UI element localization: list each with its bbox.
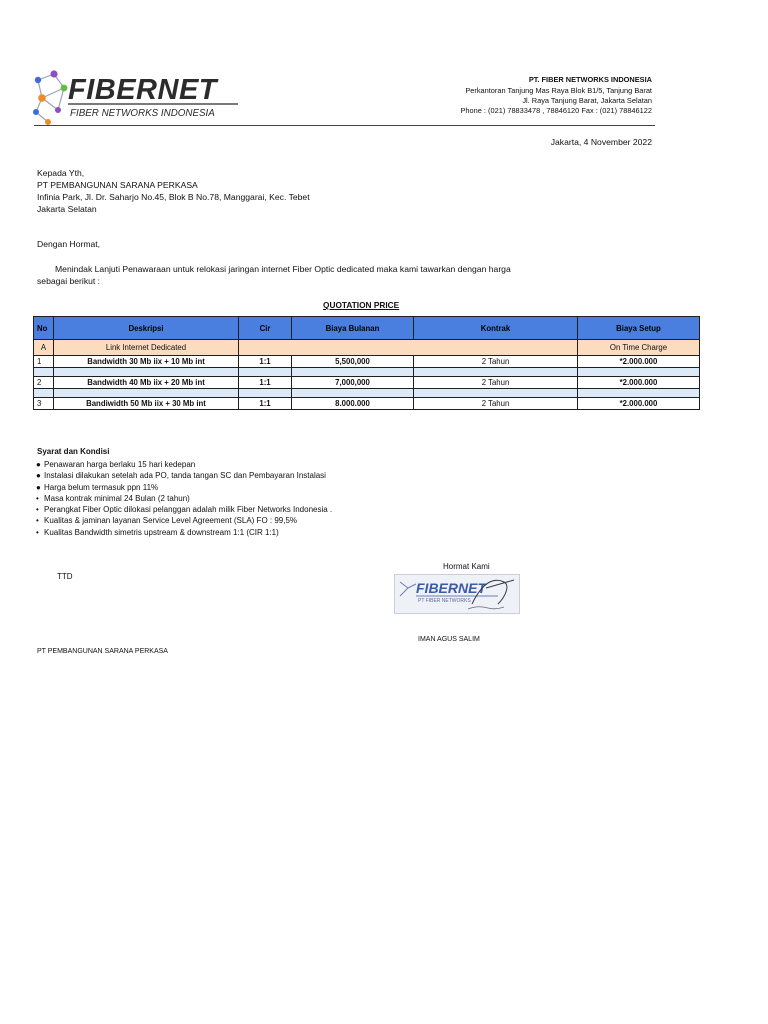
row-monthly-fee: 5,500,000 xyxy=(292,356,414,368)
row-description: Bandwidth 40 Mb iix + 20 Mb int xyxy=(54,377,239,389)
terms-title: Syarat dan Kondisi xyxy=(37,447,110,456)
terms-list xyxy=(36,459,332,538)
quotation-title: QUOTATION PRICE xyxy=(323,300,400,310)
company-stamp-signature xyxy=(394,574,520,614)
header-monthly-fee: Biaya Bulanan xyxy=(292,317,414,340)
list-item: • Kualitas Bandwidth simetris upstream & downstream 1:1 (CIR 1:1) xyxy=(36,527,279,537)
row-contract: 2 Tahun xyxy=(414,398,578,410)
list-item: • Masa kontrak minimal 24 Bulan (2 tahun) xyxy=(36,493,190,503)
list-item: • Perangkat Fiber Optic dilokasi pelanggan adalah milik Fiber Networks Indonesia . xyxy=(36,505,333,515)
company-address-1: Perkantoran Tanjung Mas Raya Blok B1/5, Tanjung Barat xyxy=(465,86,652,95)
header-contract: Kontrak xyxy=(414,317,578,340)
row-no: 3 xyxy=(34,398,54,410)
row-monthly-fee: 7,000,000 xyxy=(292,377,414,389)
table-header-row xyxy=(34,317,700,340)
bullet-icon: ● xyxy=(36,482,41,492)
stamp-word: FIBERNET xyxy=(416,580,486,596)
list-item: • Kualitas & jaminan layanan Service Level Agreement (SLA) FO : 99,5% xyxy=(36,516,298,526)
row-cir: 1:1 xyxy=(239,398,292,410)
bullet-icon: • xyxy=(36,493,39,503)
bullet-icon: • xyxy=(36,516,39,526)
company-phone: Phone : (021) 78833478 , 78846120 Fax : (021) 78846122 xyxy=(460,106,652,115)
company-address-2: Jl. Raya Tanjung Barat, Jakarta Selatan xyxy=(522,96,652,105)
row-no: 1 xyxy=(34,356,54,368)
table-row xyxy=(34,377,700,389)
category-setup: On Time Charge xyxy=(578,340,700,356)
row-setup-fee: *2.000.000 xyxy=(578,356,700,368)
bullet-icon: • xyxy=(36,505,39,515)
recipient-city: Jakarta Selatan xyxy=(37,204,97,214)
row-contract: 2 Tahun xyxy=(414,356,578,368)
body-line-2: sebagai berikut : xyxy=(37,276,101,286)
row-cir: 1:1 xyxy=(239,356,292,368)
category-description: Link Internet Dedicated xyxy=(54,340,239,356)
signer-name: IMAN AGUS SALIM xyxy=(418,636,480,643)
bullet-icon: ● xyxy=(36,460,41,469)
logo-word: FIBERNET xyxy=(68,74,217,106)
category-row xyxy=(34,340,700,356)
company-name: PT. FIBER NETWORKS INDONESIA xyxy=(528,75,652,84)
header-setup-fee: Biaya Setup xyxy=(578,317,700,340)
stamp-sub: PT FIBER NETWORKS xyxy=(418,598,471,604)
category-empty xyxy=(239,340,578,356)
row-cir: 1:1 xyxy=(239,377,292,389)
list-item: ● Penawaran harga berlaku 15 hari kedepan xyxy=(36,460,196,469)
ttd-label: TTD xyxy=(57,572,73,581)
recipient-company: PT PEMBANGUNAN SARANA PERKASA xyxy=(37,180,198,190)
row-description: Bandwidth 30 Mb iix + 10 Mb int xyxy=(54,356,239,368)
logo-subtitle: FIBER NETWORKS INDONESIA xyxy=(70,108,215,119)
spacer-row xyxy=(34,368,700,377)
header-divider xyxy=(34,125,655,126)
table-row xyxy=(34,398,700,410)
row-setup-fee: *2.000.000 xyxy=(578,398,700,410)
recipient-label: Kepada Yth, xyxy=(37,168,85,178)
row-no: 2 xyxy=(34,377,54,389)
row-setup-fee: *2.000.000 xyxy=(578,377,700,389)
row-description: Bandiwidth 50 Mb iix + 30 Mb int xyxy=(54,398,239,410)
bullet-icon: • xyxy=(36,527,39,537)
spacer-row xyxy=(34,389,700,398)
recipient-address: Infinia Park, Jl. Dr. Saharjo No.45, Blok B No.78, Manggarai, Kec. Tebet xyxy=(37,192,310,202)
bullet-icon: ● xyxy=(36,471,41,481)
quotation-table xyxy=(33,316,700,410)
list-item: ● Instalasi dilakukan setelah ada PO, tanda tangan SC dan Pembayaran Instalasi xyxy=(36,471,326,481)
header-no: No xyxy=(34,317,54,340)
header-description: Deskripsi xyxy=(54,317,239,340)
closing-text: Hormat Kami xyxy=(443,562,490,571)
row-contract: 2 Tahun xyxy=(414,377,578,389)
letter-date: Jakarta, 4 November 2022 xyxy=(550,137,652,147)
client-name: PT PEMBANGUNAN SARANA PERKASA xyxy=(37,648,168,655)
body-line-1: Menindak Lanjuti Penawaraan untuk relokasi jaringan internet Fiber Optic dedicated maka kami tawarkan dengan harga xyxy=(55,264,511,274)
fibernet-logo xyxy=(28,66,244,128)
greeting: Dengan Hormat, xyxy=(37,239,101,249)
category-no: A xyxy=(34,340,54,356)
list-item: ● Harga belum termasuk ppn 11% xyxy=(36,482,159,492)
row-monthly-fee: 8.000.000 xyxy=(292,398,414,410)
header-cir: Cir xyxy=(239,317,292,340)
table-row xyxy=(34,356,700,368)
